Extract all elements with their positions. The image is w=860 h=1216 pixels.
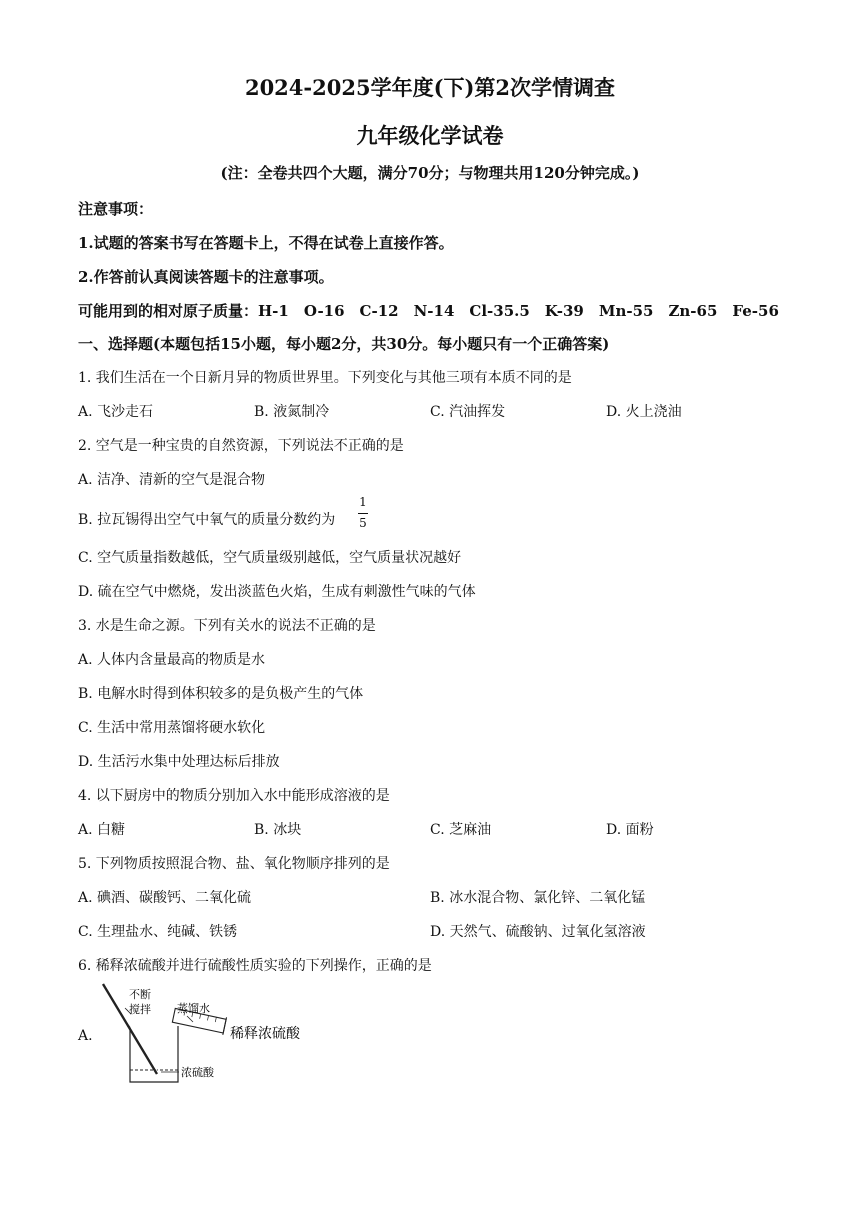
q6-stem: 6. 稀释浓硫酸并进行硫酸性质实验的下列操作，正确的是 xyxy=(78,958,432,974)
fraction-denominator: 5 xyxy=(359,516,367,530)
fraction-bar xyxy=(358,513,368,514)
q1-stem: 1. 我们生活在一个日新月异的物质世界里。下列变化与其他三项有本质不同的是 xyxy=(78,370,572,386)
q6-option-a: A. xyxy=(78,1028,93,1044)
stir-label-1: 不断 xyxy=(129,988,151,1001)
q3-option-b: B. 电解水时得到体积较多的是负极产生的气体 xyxy=(78,686,364,702)
water-label: 蒸馏水 xyxy=(177,1002,210,1015)
q5-option-a: A. 碘酒、碳酸钙、二氧化硫 xyxy=(78,890,252,906)
q2-option-c: C. 空气质量指数越低，空气质量级别越低，空气质量状况越好 xyxy=(78,550,462,566)
q1-option-c: C. 汽油挥发 xyxy=(430,404,506,420)
section-1-heading: 一、选择题(本题包括15小题，每小题2分，共30分。每小题只有一个正确答案) xyxy=(78,335,610,353)
exam-title: 2024-2025学年度(下)第2次学情调查 xyxy=(244,75,616,100)
notice-heading: 注意事项： xyxy=(78,200,154,218)
atomic-masses: 可能用到的相对原子质量：H-1 O-16 C-12 N-14 Cl-35.5 K-39 Mn-55 Zn-65 Fe-56 xyxy=(78,302,779,320)
dilution-diagram xyxy=(95,978,335,1088)
q5-stem: 5. 下列物质按照混合物、盐、氧化物顺序排列的是 xyxy=(78,856,390,872)
q3-option-a: A. 人体内含量最高的物质是水 xyxy=(78,652,266,668)
q4-stem: 4. 以下厨房中的物质分别加入水中能形成溶液的是 xyxy=(78,788,390,804)
notice-item-1: 1.试题的答案书写在答题卡上，不得在试卷上直接作答。 xyxy=(78,234,454,252)
q4-option-c: C. 芝麻油 xyxy=(430,822,492,838)
acid-label: 浓硫酸 xyxy=(181,1066,214,1079)
q2-option-b: B. 拉瓦锡得出空气中氧气的质量分数约为 xyxy=(78,512,336,528)
q1-option-b: B. 液氮制冷 xyxy=(254,404,330,420)
q1-option-d: D. 火上浇油 xyxy=(606,404,682,420)
q3-stem: 3. 水是生命之源。下列有关水的说法不正确的是 xyxy=(78,618,376,634)
q4-option-a: A. 白糖 xyxy=(78,822,126,838)
q4-option-d: D. 面粉 xyxy=(606,822,654,838)
exam-subtitle: 九年级化学试卷 xyxy=(356,123,504,148)
q5-option-d: D. 天然气、硫酸钠、过氧化氢溶液 xyxy=(430,924,646,940)
q2-option-a: A. 洁净、清新的空气是混合物 xyxy=(78,472,266,488)
exam-note: (注：全卷共四个大题，满分70分；与物理共用120分钟完成。) xyxy=(220,164,640,182)
notice-item-2: 2.作答前认真阅读答题卡的注意事项。 xyxy=(78,268,334,286)
q4-option-b: B. 冰块 xyxy=(254,822,302,838)
q1-option-a: A. 飞沙走石 xyxy=(78,404,154,420)
q3-option-c: C. 生活中常用蒸馏将硬水软化 xyxy=(78,720,266,736)
fraction-numerator: 1 xyxy=(359,495,367,509)
diagram-caption: 稀释浓硫酸 xyxy=(230,1026,300,1042)
q3-option-d: D. 生活污水集中处理达标后排放 xyxy=(78,754,280,770)
q5-option-b: B. 冰水混合物、氯化锌、二氧化锰 xyxy=(430,890,646,906)
q2-option-d: D. 硫在空气中燃烧，发出淡蓝色火焰，生成有刺激性气味的气体 xyxy=(78,584,476,600)
q2-stem: 2. 空气是一种宝贵的自然资源，下列说法不正确的是 xyxy=(78,438,404,454)
q5-option-c: C. 生理盐水、纯碱、铁锈 xyxy=(78,924,238,940)
beaker xyxy=(130,1026,178,1082)
stir-label-2: 搅拌 xyxy=(129,1003,151,1016)
